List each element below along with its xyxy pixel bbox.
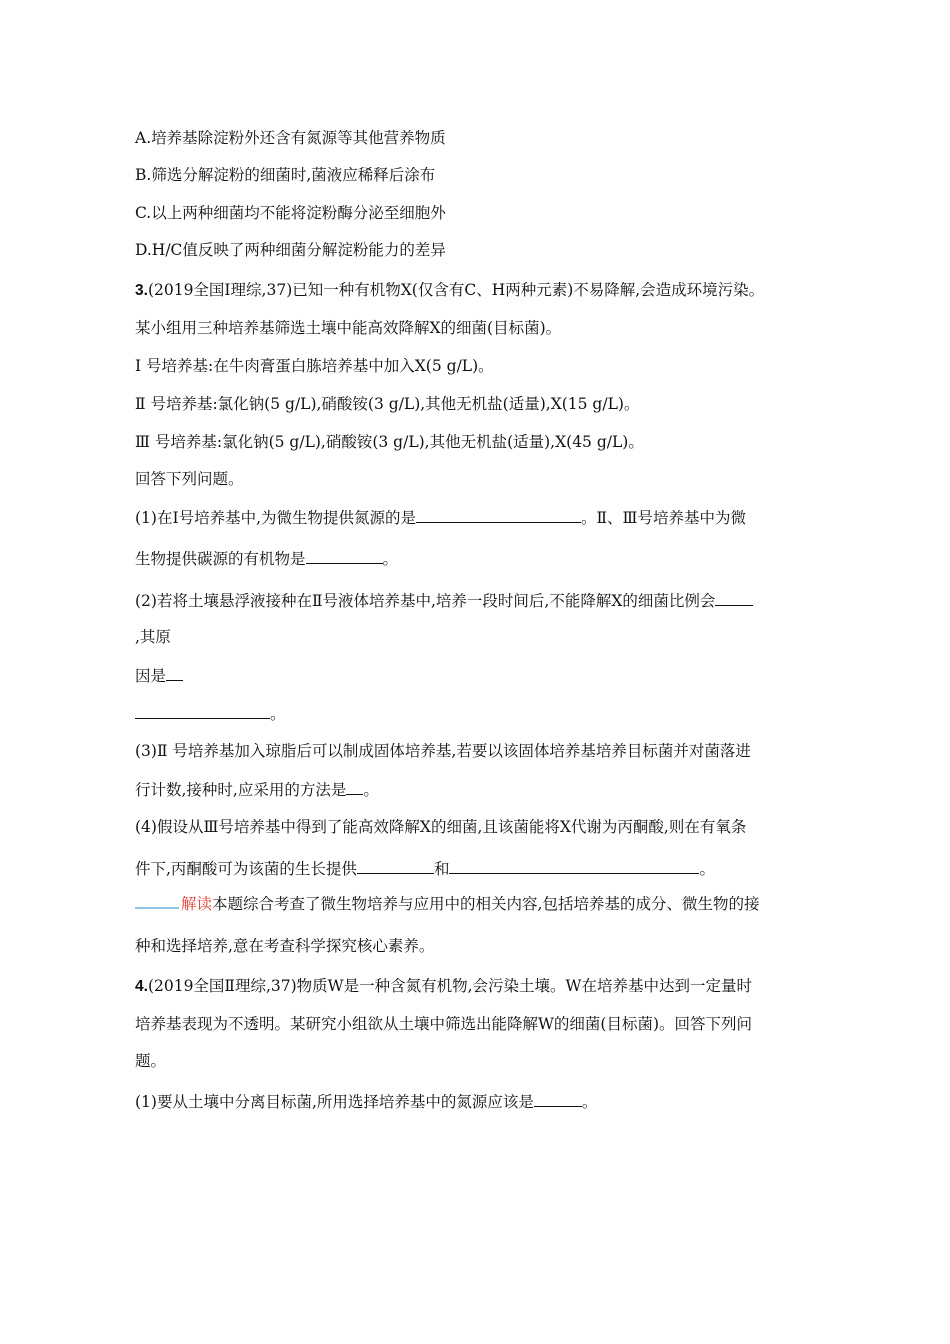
q4-stem-line3: 题。 <box>135 1052 167 1070</box>
q3-part1-text-b: 。Ⅱ、Ⅲ号培养基中为微 <box>581 509 746 527</box>
q3-part1-text-d: 。 <box>382 550 399 568</box>
q3-stem-line1 <box>135 280 764 301</box>
option-c: C.以上两种细菌均不能将淀粉酶分泌至细胞外 <box>135 204 446 222</box>
q3-part1-blank-1[interactable] <box>416 507 581 523</box>
option-d: D.H/C值反映了两种细菌分解淀粉能力的差异 <box>135 241 446 259</box>
q3-jiedu-line1 <box>135 894 759 914</box>
q4-stem-line1 <box>135 976 752 997</box>
q3-part1-text-c: 生物提供碳源的有机物是 <box>135 550 306 568</box>
q3-part2-line4 <box>135 703 286 724</box>
q3-part3-line1: (3)Ⅱ 号培养基加入琼脂后可以制成固体培养基,若要以该固体培养基培养目标菌并对菌落进 <box>135 742 751 760</box>
highlight-bar <box>135 907 179 909</box>
q3-stem-text: (2019全国Ⅰ理综,37)已知一种有机物X(仅含有C、H两种元素)不易降解,会造成环境污染。 <box>147 281 765 299</box>
q3-part4-text-d: 。 <box>699 860 715 878</box>
q3-part3-text-c: 。 <box>363 781 379 799</box>
q3-part1-line2 <box>135 548 398 569</box>
q3-part2-text-c: 因是 <box>135 667 167 685</box>
q4-number: 4. <box>135 978 148 995</box>
q3-part3-line2 <box>135 779 379 800</box>
q4-part1-line1 <box>135 1091 597 1112</box>
q3-part4-line1: (4)假设从Ⅲ号培养基中得到了能高效降解X的细菌,且该菌能将X代谢为丙酮酸,则在有氧条 <box>135 818 747 836</box>
q3-part2-line2: ,其原 <box>135 628 171 646</box>
option-b: B.筛选分解淀粉的细菌时,菌液应稀释后涂布 <box>135 166 436 184</box>
jiedu-label: 解读 <box>181 895 213 913</box>
q3-part4-text-b: 件下,丙酮酸可为该菌的生长提供 <box>135 860 357 878</box>
q3-medium-3: Ⅲ 号培养基:氯化钠(5 g/L),硝酸铵(3 g/L),其他无机盐(适量),X(45 g/L)。 <box>135 433 644 451</box>
q3-part1-text-a: (1)在Ⅰ号培养基中,为微生物提供氮源的是 <box>135 509 417 527</box>
q3-medium-2: Ⅱ 号培养基:氯化钠(5 g/L),硝酸铵(3 g/L),其他无机盐(适量),X(15 g/L)。 <box>135 395 640 413</box>
q3-part2-blank-2[interactable] <box>166 665 183 681</box>
q3-part4-blank-1[interactable] <box>357 858 434 874</box>
q3-jiedu-line2: 种和选择培养,意在考查科学探究核心素养。 <box>135 937 435 955</box>
q3-part2-blank-3[interactable] <box>135 703 270 719</box>
option-a: A.培养基除淀粉外还含有氮源等其他营养物质 <box>135 129 446 147</box>
q3-part2-text-d: 。 <box>270 705 286 723</box>
q4-part1-text-b: 。 <box>581 1093 598 1111</box>
q4-stem-line2: 培养基表现为不透明。某研究小组欲从土壤中筛选出能降解W的细菌(目标菌)。回答下列问 <box>135 1015 753 1033</box>
q3-part2-line1 <box>135 590 753 611</box>
jiedu-text-1: 本题综合考查了微生物培养与应用中的相关内容,包括培养基的成分、微生物的接 <box>212 895 760 913</box>
q3-part2-line3 <box>135 665 183 686</box>
q3-stem-line2: 某小组用三种培养基筛选土壤中能高效降解X的细菌(目标菌)。 <box>135 319 562 337</box>
q3-part2-blank-1[interactable] <box>715 590 753 606</box>
q4-part1-text-a: (1)要从土壤中分离目标菌,所用选择培养基中的氮源应该是 <box>135 1093 534 1111</box>
q4-stem-text: (2019全国Ⅱ理综,37)物质W是一种含氮有机物,会污染土壤。W在培养基中达到一定量时 <box>147 977 752 995</box>
q3-part4-line2 <box>135 858 715 879</box>
q3-part4-blank-2[interactable] <box>449 858 699 874</box>
q3-part3-text-b: 行计数,接种时,应采用的方法是 <box>135 781 347 799</box>
q3-number: 3. <box>135 282 148 299</box>
q3-part1-line1 <box>135 507 746 528</box>
q3-part1-blank-2[interactable] <box>306 548 383 564</box>
q3-answer-prompt: 回答下列问题。 <box>135 470 244 488</box>
q3-part4-text-c: 和 <box>433 860 450 878</box>
q4-part1-blank[interactable] <box>534 1091 582 1107</box>
q3-part2-text-a: (2)若将土壤悬浮液接种在Ⅱ号液体培养基中,培养一段时间后,不能降解X的细菌比例会 <box>135 592 716 610</box>
q3-medium-1: Ⅰ 号培养基:在牛肉膏蛋白胨培养基中加入X(5 g/L)。 <box>135 357 494 375</box>
q3-part3-blank[interactable] <box>346 779 363 795</box>
